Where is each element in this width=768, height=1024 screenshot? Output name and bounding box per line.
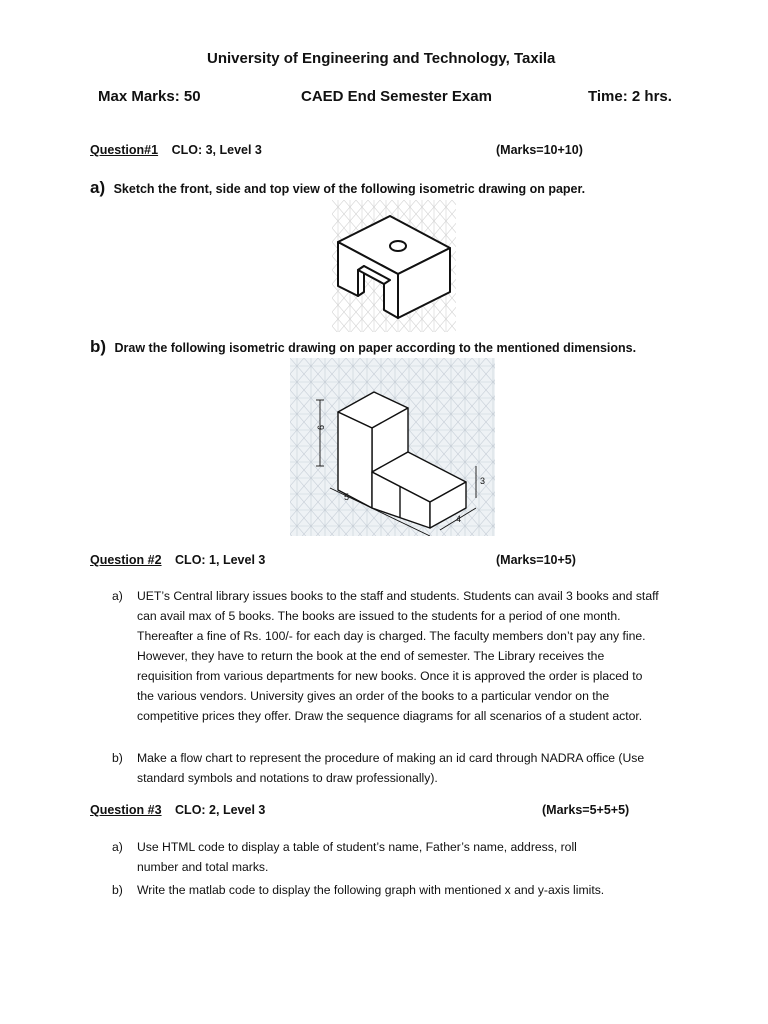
question-2b [112, 748, 680, 788]
question-2a-line: can avail max of 5 books. The books are issued to the students for a period of one month. [137, 609, 621, 623]
question-3a [112, 837, 680, 877]
question-2a-label: a) [112, 589, 123, 603]
dim-depth-label: 4 [456, 514, 462, 524]
question-2a [112, 586, 680, 726]
question-1b [90, 337, 636, 357]
question-3b [112, 880, 680, 900]
dim-step-label: 3 [480, 476, 486, 486]
dim-length-label: 5 [344, 492, 350, 502]
question-2-marks: (Marks=10+5) [496, 553, 576, 567]
question-3b-label: b) [112, 883, 123, 897]
question-3-header [90, 803, 265, 817]
question-3b-line: Write the matlab code to display the following graph with mentioned x and y-axis limits. [137, 883, 605, 897]
question-3a-line: number and total marks. [137, 860, 269, 874]
university-title: University of Engineering and Technology, Taxila [207, 50, 556, 67]
question-2-clo: CLO: 1, Level 3 [175, 553, 266, 567]
question-1-clo: CLO: 3, Level 3 [171, 143, 262, 157]
question-2b-line: Make a flow chart to represent the procedure of making an id card through NADRA office (Use [137, 751, 645, 765]
question-2a-line: competitive prices they offer. Draw the sequence diagrams for all scenarios of a student actor. [137, 709, 643, 723]
question-2b-line: standard symbols and notations to draw professionally). [137, 771, 438, 785]
question-1a-label: a) [90, 178, 106, 197]
question-2-title: Question #2 [90, 553, 162, 567]
question-3-clo: CLO: 2, Level 3 [175, 803, 266, 817]
isometric-figure-1 [332, 200, 456, 332]
question-1a-text: Sketch the front, side and top view of the following isometric drawing on paper. [113, 182, 586, 196]
question-2a-line: UET’s Central library issues books to the staff and students. Students can avail 3 books and staff [137, 589, 659, 603]
question-1-header [90, 143, 262, 157]
question-1-title: Question#1 [90, 143, 159, 157]
question-3a-label: a) [112, 840, 123, 854]
question-1-marks: (Marks=10+10) [496, 143, 583, 157]
question-2a-line: However, they have to return the book at the end of semester. The Library receives the [137, 649, 605, 663]
question-3-marks: (Marks=5+5+5) [542, 803, 630, 817]
exam-time: Time: 2 hrs. [588, 88, 672, 105]
question-2a-line: the various vendors. University gives an order of the books to a particular vendor on the [137, 689, 610, 703]
question-3-title: Question #3 [90, 803, 162, 817]
question-2a-line: Thereafter a fine of Rs. 100/- for each day is charged. The faculty members don’t pay any fine. [137, 629, 646, 643]
question-1b-label: b) [90, 337, 107, 356]
question-1b-text: Draw the following isometric drawing on paper according to the mentioned dimensions. [114, 341, 637, 355]
question-1a [90, 178, 585, 198]
isometric-figure-2 [290, 358, 495, 536]
question-2-header [90, 553, 265, 567]
question-2a-line: requisition from various departments for new books. Once it is approved the order is placed to [137, 669, 643, 683]
exam-title: CAED End Semester Exam [301, 88, 492, 105]
dim-height-label: 6 [316, 424, 326, 430]
question-2b-label: b) [112, 751, 123, 765]
max-marks: Max Marks: 50 [98, 88, 201, 105]
question-3a-line: Use HTML code to display a table of student’s name, Father’s name, address, roll [137, 840, 577, 854]
